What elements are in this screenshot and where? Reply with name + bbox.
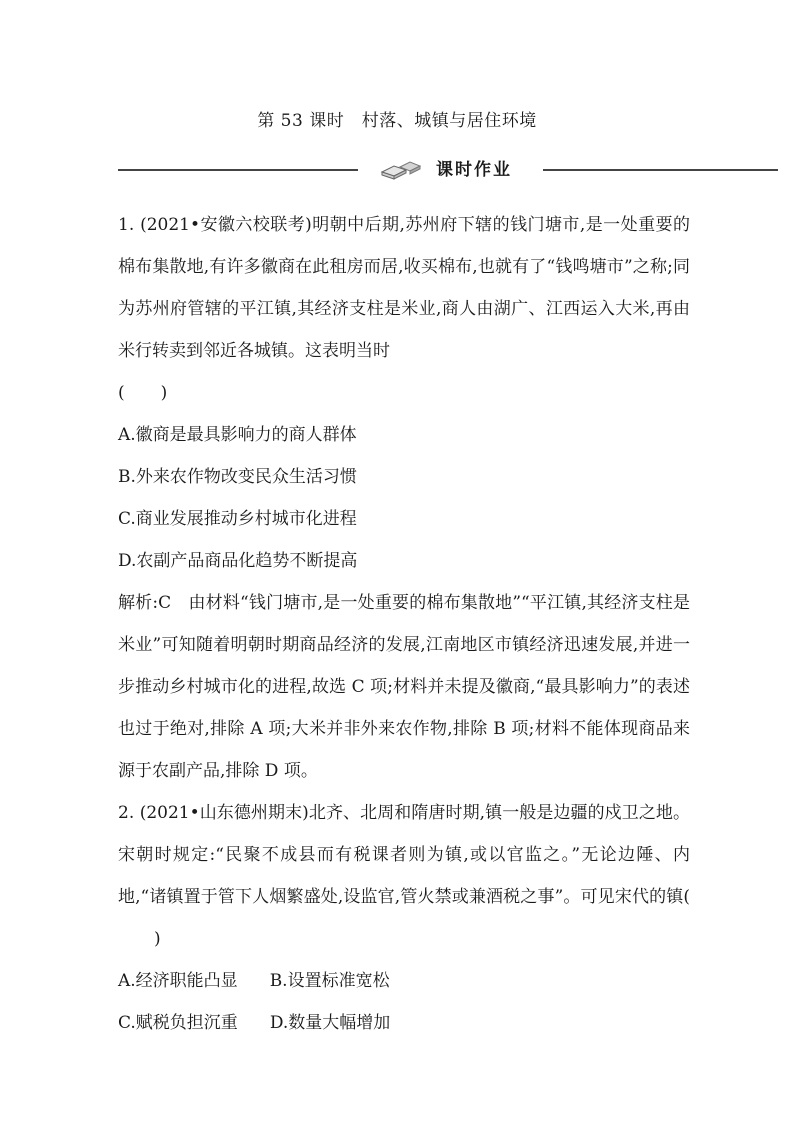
divider-right — [543, 169, 778, 171]
question-1-stem-text: 1. (2021•安徽六校联考)明朝中后期,苏州府下辖的钱门塘市,是一处重要的棉布集散地,有许多徽商在此租房而居,收买棉布,也就有了“钱鸣塘市”之称;同为苏州府管辖的平江镇,其经济支柱是米业,商人由湖广、江西运入大米,再由米行转卖到邻近各城镇。这表明当时 — [118, 215, 690, 361]
question-1-answer-paren: ( ) — [118, 383, 168, 403]
question-1-stem — [118, 204, 690, 372]
question-2-stem-text: 2. (2021•山东德州期末)北齐、北周和隋唐时期,镇一般是边疆的戍卫之地。宋朝时规定:“民聚不成县而有税课者则为镇,或以官监之。”无论边陲、内地,“诸镇置于管下人烟繁盛处,设监官,管火禁或兼酒税之事”。可见宋代的镇( — [118, 803, 690, 907]
question-content — [118, 204, 690, 1044]
question-2-options-row-1 — [118, 960, 690, 1002]
question-1-option-c: C.商业发展推动乡村城市化进程 — [118, 509, 357, 529]
question-2-option-d: D.数量大幅增加 — [269, 1013, 391, 1033]
page-title: 第 53 课时 村落、城镇与居住环境 — [257, 111, 537, 131]
question-2-option-b: B.设置标准宽松 — [269, 971, 390, 991]
question-1-option-b: B.外来农作物改变民众生活习惯 — [118, 467, 357, 487]
divider-left — [118, 169, 358, 171]
question-1-analysis: 解析:C 由材料“钱门塘市,是一处重要的棉布集散地”“平江镇,其经济支柱是米业”可知随着明朝时期商品经济的发展,江南地区市镇经济迅速发展,并进一步推动乡村城市化的进程,故选 C 项;材料并未提及徽商,“最具影响力”的表述也过于绝对,排除 A 项;大米并非外来农作物,排除 B 项;材料不能体现商品来源于农副产品,排除 D 项。 — [118, 593, 690, 781]
section-header — [118, 158, 778, 182]
section-label: 课时作业 — [436, 160, 512, 180]
books-icon — [380, 160, 424, 180]
question-2-option-c: C.赋税负担沉重 — [118, 1013, 238, 1033]
question-2-option-a: A.经济职能凸显 — [118, 971, 238, 991]
question-1-option-d: D.农副产品商品化趋势不断提高 — [118, 551, 358, 571]
question-2-stem: 2. (2021•山东德州期末)北齐、北周和隋唐时期,镇一般是边疆的戍卫之地。宋朝时规定:“民聚不成县而有税课者则为镇,或以官监之。”无论边陲、内地,“诸镇置于管下人烟繁盛处,设监官,管火禁或兼酒税之事”。可见宋代的镇() — [118, 803, 690, 949]
question-1-option-a: A.徽商是最具影响力的商人群体 — [118, 425, 357, 445]
question-2-options-row-2 — [118, 1002, 690, 1044]
